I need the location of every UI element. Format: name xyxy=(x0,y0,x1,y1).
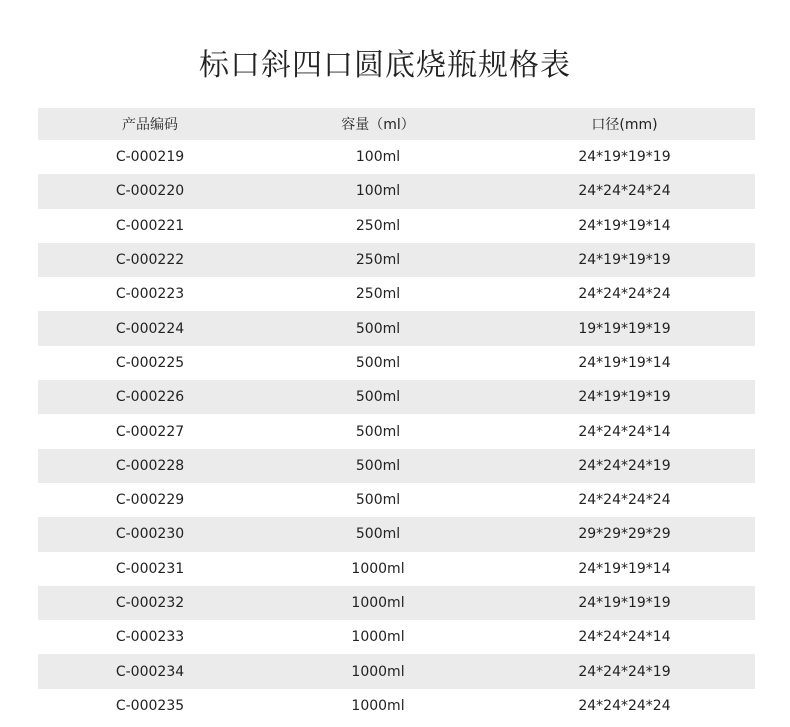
cell-capacity: 1000ml xyxy=(351,663,405,680)
cell-capacity: 1000ml xyxy=(351,629,405,646)
cell-product-code: C-000224 xyxy=(115,320,185,337)
header-capacity: 容量（ml） xyxy=(341,117,415,133)
cell-product-code: C-000231 xyxy=(115,560,185,577)
cell-neck-size: 24*19*19*19 xyxy=(578,389,671,406)
cell-neck-size: 29*29*29*29 xyxy=(578,526,671,543)
cell-neck-size: 24*24*24*14 xyxy=(578,629,671,646)
cell-capacity: 100ml xyxy=(355,149,401,166)
table-row xyxy=(38,380,755,414)
cell-capacity: 500ml xyxy=(355,389,401,406)
cell-capacity: 250ml xyxy=(355,217,401,234)
cell-capacity: 100ml xyxy=(355,183,401,200)
cell-product-code: C-000229 xyxy=(115,492,185,509)
table-row xyxy=(38,586,755,620)
cell-capacity: 250ml xyxy=(355,252,401,269)
cell-capacity: 500ml xyxy=(355,320,401,337)
header-product-code: 产品编码 xyxy=(122,117,178,133)
cell-product-code: C-000220 xyxy=(115,183,185,200)
table-row xyxy=(38,140,755,174)
cell-product-code: C-000234 xyxy=(115,663,185,680)
cell-capacity: 500ml xyxy=(355,354,401,371)
cell-neck-size: 24*19*19*19 xyxy=(578,149,671,166)
cell-neck-size: 24*24*24*24 xyxy=(578,697,671,714)
cell-capacity: 500ml xyxy=(355,526,401,543)
cell-neck-size: 24*19*19*14 xyxy=(578,354,671,371)
table-row xyxy=(38,620,755,654)
cell-neck-size: 24*19*19*14 xyxy=(578,560,671,577)
cell-capacity: 1000ml xyxy=(351,595,405,611)
cell-neck-size: 24*19*19*14 xyxy=(578,217,671,234)
cell-capacity: 1000ml xyxy=(351,697,405,714)
cell-product-code: C-000221 xyxy=(115,217,185,234)
cell-neck-size: 24*24*24*19 xyxy=(578,457,671,474)
table-row xyxy=(38,209,755,243)
cell-neck-size: 24*19*19*19 xyxy=(578,595,671,611)
table-row xyxy=(38,414,755,448)
cell-product-code: C-000233 xyxy=(115,629,185,646)
cell-product-code: C-000226 xyxy=(115,389,185,406)
table-row xyxy=(38,483,755,517)
cell-neck-size: 24*24*24*14 xyxy=(578,423,671,440)
table-row xyxy=(38,174,755,208)
spec-table xyxy=(38,108,755,723)
table-body xyxy=(38,140,755,723)
page-title: 标口斜四口圆底烧瓶规格表 xyxy=(199,48,571,83)
table-row xyxy=(38,277,755,311)
cell-product-code: C-000230 xyxy=(115,526,185,543)
cell-neck-size: 24*24*24*19 xyxy=(578,663,671,680)
cell-neck-size: 24*24*24*24 xyxy=(578,492,671,509)
table-row xyxy=(38,689,755,723)
cell-product-code: C-000225 xyxy=(115,354,185,371)
cell-capacity: 500ml xyxy=(355,423,401,440)
cell-capacity: 500ml xyxy=(355,492,401,509)
cell-product-code: C-000222 xyxy=(115,252,185,269)
cell-product-code: C-000235 xyxy=(115,697,185,714)
table-row xyxy=(38,346,755,380)
cell-neck-size: 19*19*19*19 xyxy=(578,320,671,337)
cell-capacity: 1000ml xyxy=(351,560,405,577)
cell-capacity: 250ml xyxy=(355,286,401,303)
table-row xyxy=(38,243,755,277)
cell-product-code: C-000219 xyxy=(115,149,185,166)
table-row xyxy=(38,552,755,586)
header-neck-size: 口径(mm) xyxy=(591,117,658,133)
table-row xyxy=(38,654,755,688)
cell-neck-size: 24*24*24*24 xyxy=(578,286,671,303)
cell-neck-size: 24*19*19*19 xyxy=(578,252,671,269)
cell-product-code: C-000223 xyxy=(115,286,185,303)
cell-neck-size: 24*24*24*24 xyxy=(578,183,671,200)
table-row xyxy=(38,311,755,345)
cell-capacity: 500ml xyxy=(355,457,401,474)
cell-product-code: C-000232 xyxy=(115,595,185,611)
cell-product-code: C-000228 xyxy=(115,457,185,474)
cell-product-code: C-000227 xyxy=(115,423,185,440)
table-header-row xyxy=(38,108,755,140)
table-row xyxy=(38,517,755,551)
table-row xyxy=(38,449,755,483)
